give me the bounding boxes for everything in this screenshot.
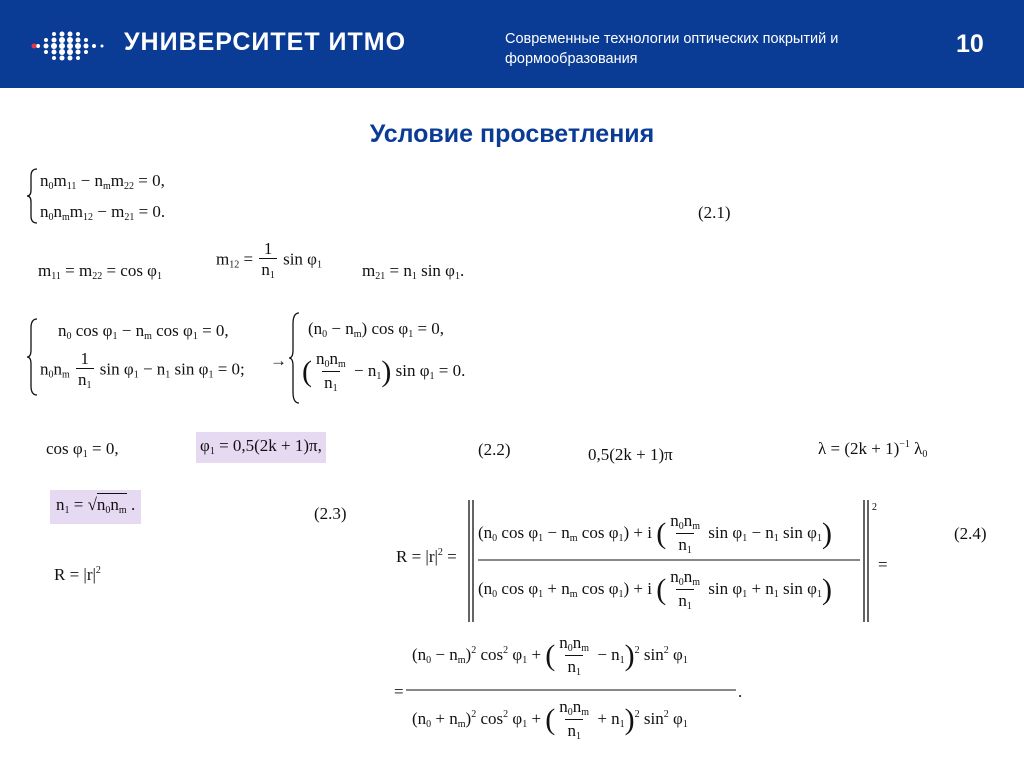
equation-m11-m22: $m_{11} = m_{22} = \cos \varphi_1$ (38, 261, 162, 282)
equation-m12: $m_{12}$ = $\frac{1}{n_1}$ $\sin \varphi_1$ (216, 239, 322, 281)
equation-number-2-4: (2.4) (954, 524, 987, 543)
fraction-bar-icon (406, 689, 736, 692)
implies-arrow: → (270, 351, 287, 370)
final-denominator: $(n_0 + n_m)^2$ $\cos^2 \varphi_1$ + ( $\frac{n_0n_m}{n_1}$ + $n_1)^2$ $\sin^2 \varphi_1$ (412, 697, 688, 742)
equation-reflectance-full: $R = |r|^2$ = (396, 547, 457, 566)
reflectance-denominator: ($n_0$ $\cos \varphi_1 + n_m$ $\cos \varphi_1) + i$ ( $\frac{n_0n_m}{n_1}$ $\sin \varphi_1 + n_1$ $\sin \varphi_1$) (478, 567, 832, 612)
equation-phase-condition: $\varphi_1 = 0,5(2k + 1)\pi$, (196, 432, 326, 463)
equation-wavelength: $\lambda = (2k + 1)^{-1}$ $\lambda_0$ (818, 439, 928, 460)
equation-substituted-line2: $n_0n_m$ $\frac{1}{n_1}$ $\sin \varphi_1 - n_1$ $\sin \varphi_1 = 0$; (40, 349, 245, 391)
reflectance-numerator: ($n_0$ $\cos \varphi_1 - n_m$ $\cos \varphi_1) + i$ ( $\frac{n_0n_m}{n_1}$ $\sin \varphi_1 - n_1$ $\sin \varphi_1$) (478, 511, 832, 556)
equation-index-condition: $n_1 = √n_0n_m$ . (50, 490, 141, 524)
equation-reflectance: $R = |r|^2$ (54, 565, 101, 584)
final-period: . (738, 682, 743, 701)
left-brace-icon (288, 312, 300, 404)
equation-system-2-1-line2: $n_0n_mm_{12} - m_{21} = 0$. (40, 202, 166, 223)
itmo-logo-icon (30, 26, 116, 66)
svg-text:2: 2 (872, 502, 877, 513)
final-numerator: $(n_0 - n_m)^2$ $\cos^2 \varphi_1$ + ( $\frac{n_0n_m}{n_1}$ − $n_1)^2$ $\sin^2 \varphi_1$ (412, 633, 688, 678)
equation-number-2-2: (2.2) (478, 440, 511, 459)
left-brace-icon (26, 318, 38, 396)
header-bar (0, 0, 1024, 88)
university-name: УНИВЕРСИТЕТ ИТМО (124, 28, 407, 56)
equation-number-2-3: (2.3) (314, 504, 347, 523)
equation-cos-zero: $\cos \varphi_1 = 0$, (46, 439, 119, 460)
equation-system-2-1-line1: $n_0m_{11} - n_mm_{22} = 0$, (40, 171, 165, 192)
equation-phase-value: 0,5(2k + 1)π (588, 445, 673, 464)
equation-simplified-line1: $(n_0 - n_m)$ $\cos \varphi_1 = 0$, (308, 319, 445, 340)
course-title: Современные технологии оптических покрытий и формообразования (505, 31, 839, 67)
equation-substituted-line1: $n_0$ $\cos \varphi_1 - n_m$ $\cos \varphi_1 = 0$, (58, 321, 229, 342)
equation-simplified-line2: ( $\frac{n_0n_m}{n_1}$ − $n_1$) $\sin \varphi_1 = 0$. (302, 349, 466, 394)
equals-sign: = (878, 555, 888, 574)
equation-m21: $m_{21} = n_1$ $\sin \varphi_1$. (362, 261, 465, 282)
left-brace-icon (26, 168, 38, 224)
final-equals-sign: = (394, 682, 404, 701)
slide-title: Условие просветления (369, 120, 655, 148)
equation-number-2-1: (2.1) (698, 203, 731, 222)
page-number: 10 (956, 30, 984, 58)
